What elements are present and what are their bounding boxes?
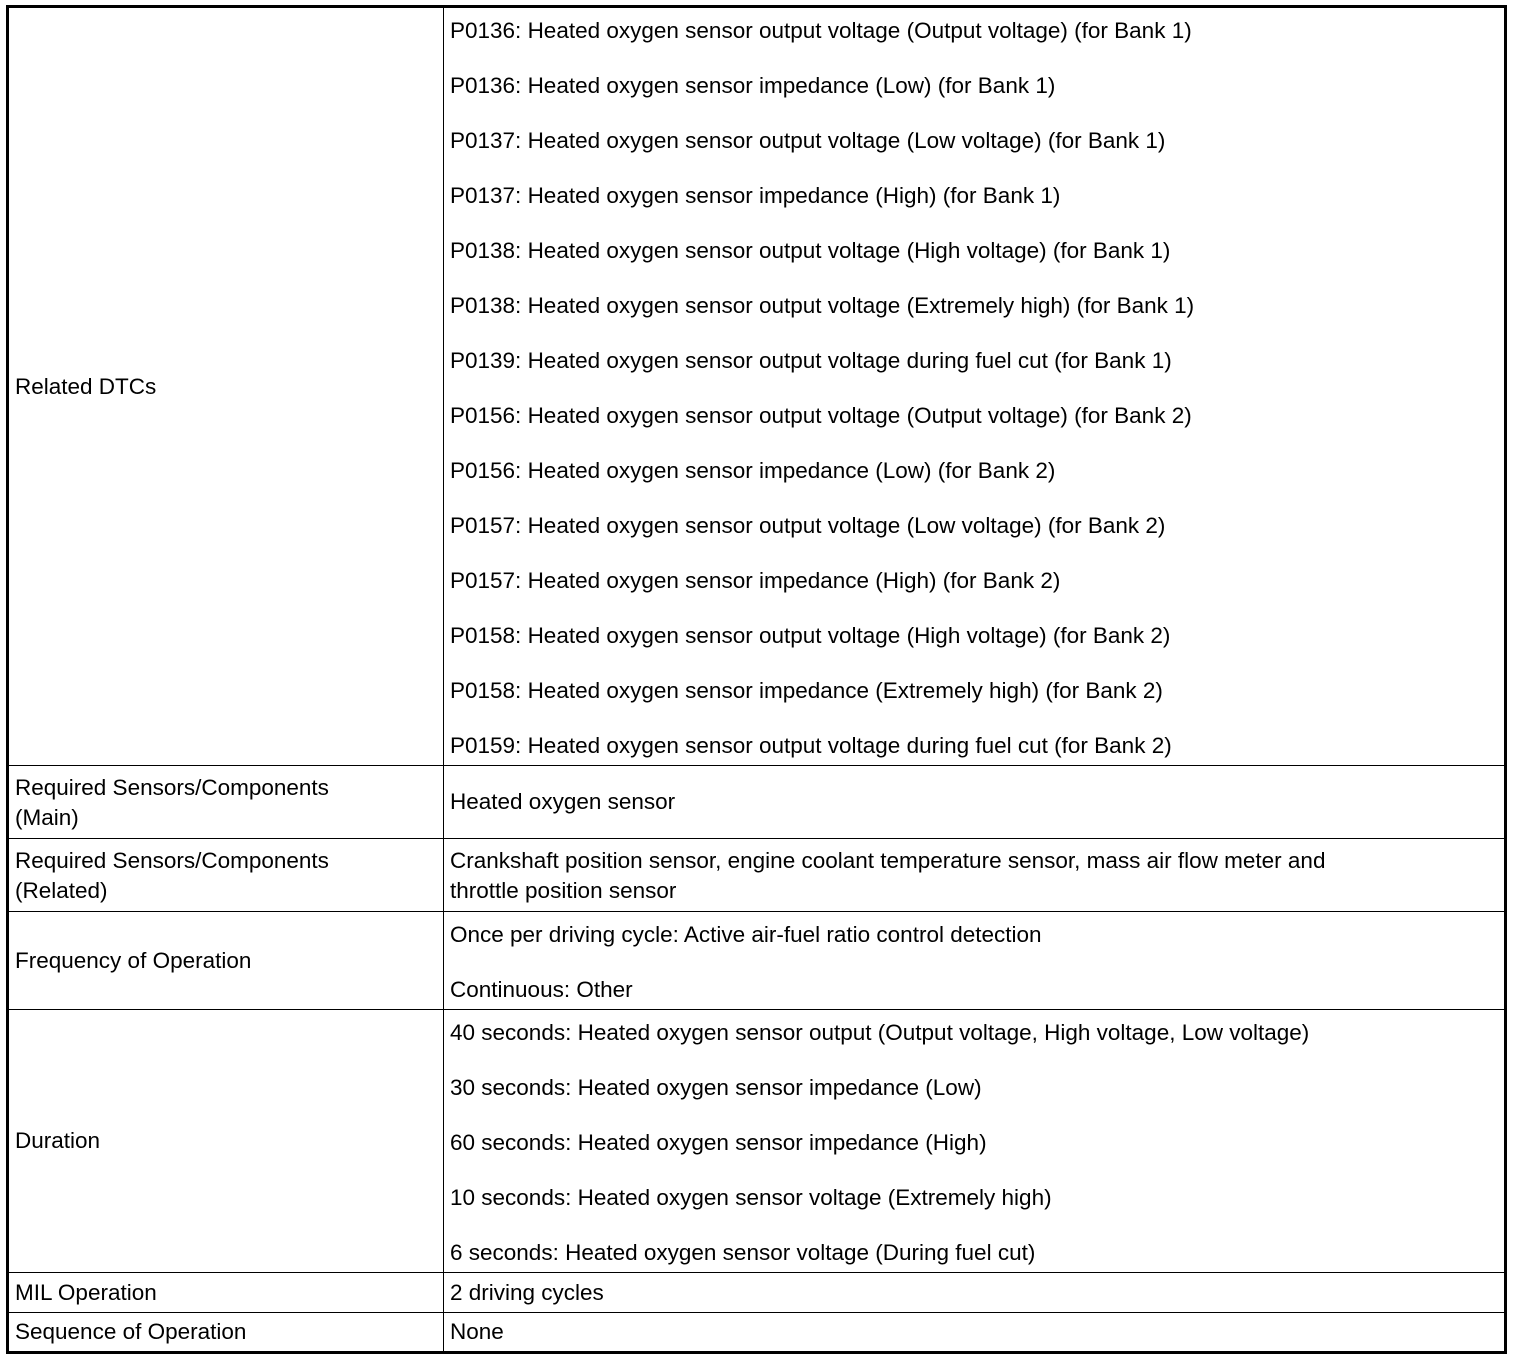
table-row-sequence: [8, 1313, 1506, 1353]
table-row-duration: [8, 1010, 1506, 1273]
required-related-value: [444, 839, 1506, 912]
duration-list: [444, 1010, 1506, 1273]
table-row-required-related: [8, 839, 1506, 912]
dtc-item: P0137: Heated oxygen sensor output voltage (Low voltage) (for Bank 1): [450, 128, 1166, 153]
duration-item: 10 seconds: Heated oxygen sensor voltage (Extremely high): [450, 1185, 1052, 1210]
dtc-item: P0157: Heated oxygen sensor impedance (High) (for Bank 2): [450, 568, 1061, 593]
monitor-spec-table: [6, 5, 1507, 1354]
table-row-frequency: [8, 912, 1506, 1010]
duration-item: 30 seconds: Heated oxygen sensor impedance (Low): [450, 1075, 982, 1100]
dtc-item: P0138: Heated oxygen sensor output voltage (Extremely high) (for Bank 1): [450, 293, 1195, 318]
related-dtcs-list: [444, 7, 1506, 766]
dtc-item: P0137: Heated oxygen sensor impedance (High) (for Bank 1): [450, 183, 1061, 208]
required-main-label: [8, 766, 444, 839]
dtc-item: P0139: Heated oxygen sensor output voltage during fuel cut (for Bank 1): [450, 348, 1172, 373]
duration-label: Duration: [8, 1010, 444, 1273]
required-related-value-line2: throttle position sensor: [450, 878, 677, 903]
dtc-item: P0136: Heated oxygen sensor impedance (Low) (for Bank 1): [450, 73, 1056, 98]
table-row-mil-operation: [8, 1273, 1506, 1313]
frequency-label: Frequency of Operation: [8, 912, 444, 1010]
dtc-item: P0136: Heated oxygen sensor output voltage (Output voltage) (for Bank 1): [450, 18, 1192, 43]
frequency-list: [444, 912, 1506, 1010]
frequency-item: Once per driving cycle: Active air-fuel ratio control detection: [450, 922, 1042, 947]
required-main-value: Heated oxygen sensor: [444, 766, 1506, 839]
duration-item: 40 seconds: Heated oxygen sensor output (Output voltage, High voltage, Low voltage): [450, 1020, 1310, 1045]
dtc-item: P0156: Heated oxygen sensor impedance (Low) (for Bank 2): [450, 458, 1056, 483]
duration-item: 6 seconds: Heated oxygen sensor voltage (During fuel cut): [450, 1240, 1036, 1265]
required-main-label-line2: (Main): [15, 805, 79, 830]
sequence-value: None: [444, 1313, 1506, 1353]
required-related-label: [8, 839, 444, 912]
required-related-label-line1: Required Sensors/Components: [15, 848, 329, 873]
dtc-item: P0158: Heated oxygen sensor output voltage (High voltage) (for Bank 2): [450, 623, 1171, 648]
sequence-label: Sequence of Operation: [8, 1313, 444, 1353]
dtc-item: P0157: Heated oxygen sensor output voltage (Low voltage) (for Bank 2): [450, 513, 1166, 538]
dtc-item: P0159: Heated oxygen sensor output voltage during fuel cut (for Bank 2): [450, 733, 1172, 758]
dtc-item: P0138: Heated oxygen sensor output voltage (High voltage) (for Bank 1): [450, 238, 1171, 263]
mil-operation-label: MIL Operation: [8, 1273, 444, 1313]
required-related-value-line1: Crankshaft position sensor, engine coolant temperature sensor, mass air flow meter and: [450, 848, 1326, 873]
frequency-item: Continuous: Other: [450, 977, 633, 1002]
dtc-item: P0156: Heated oxygen sensor output voltage (Output voltage) (for Bank 2): [450, 403, 1192, 428]
duration-item: 60 seconds: Heated oxygen sensor impedance (High): [450, 1130, 987, 1155]
related-dtcs-label: Related DTCs: [8, 7, 444, 766]
dtc-item: P0158: Heated oxygen sensor impedance (Extremely high) (for Bank 2): [450, 678, 1163, 703]
mil-operation-value: 2 driving cycles: [444, 1273, 1506, 1313]
table-row-required-main: [8, 766, 1506, 839]
required-main-label-line1: Required Sensors/Components: [15, 775, 329, 800]
table-row-related-dtcs: [8, 7, 1506, 766]
required-related-label-line2: (Related): [15, 878, 108, 903]
